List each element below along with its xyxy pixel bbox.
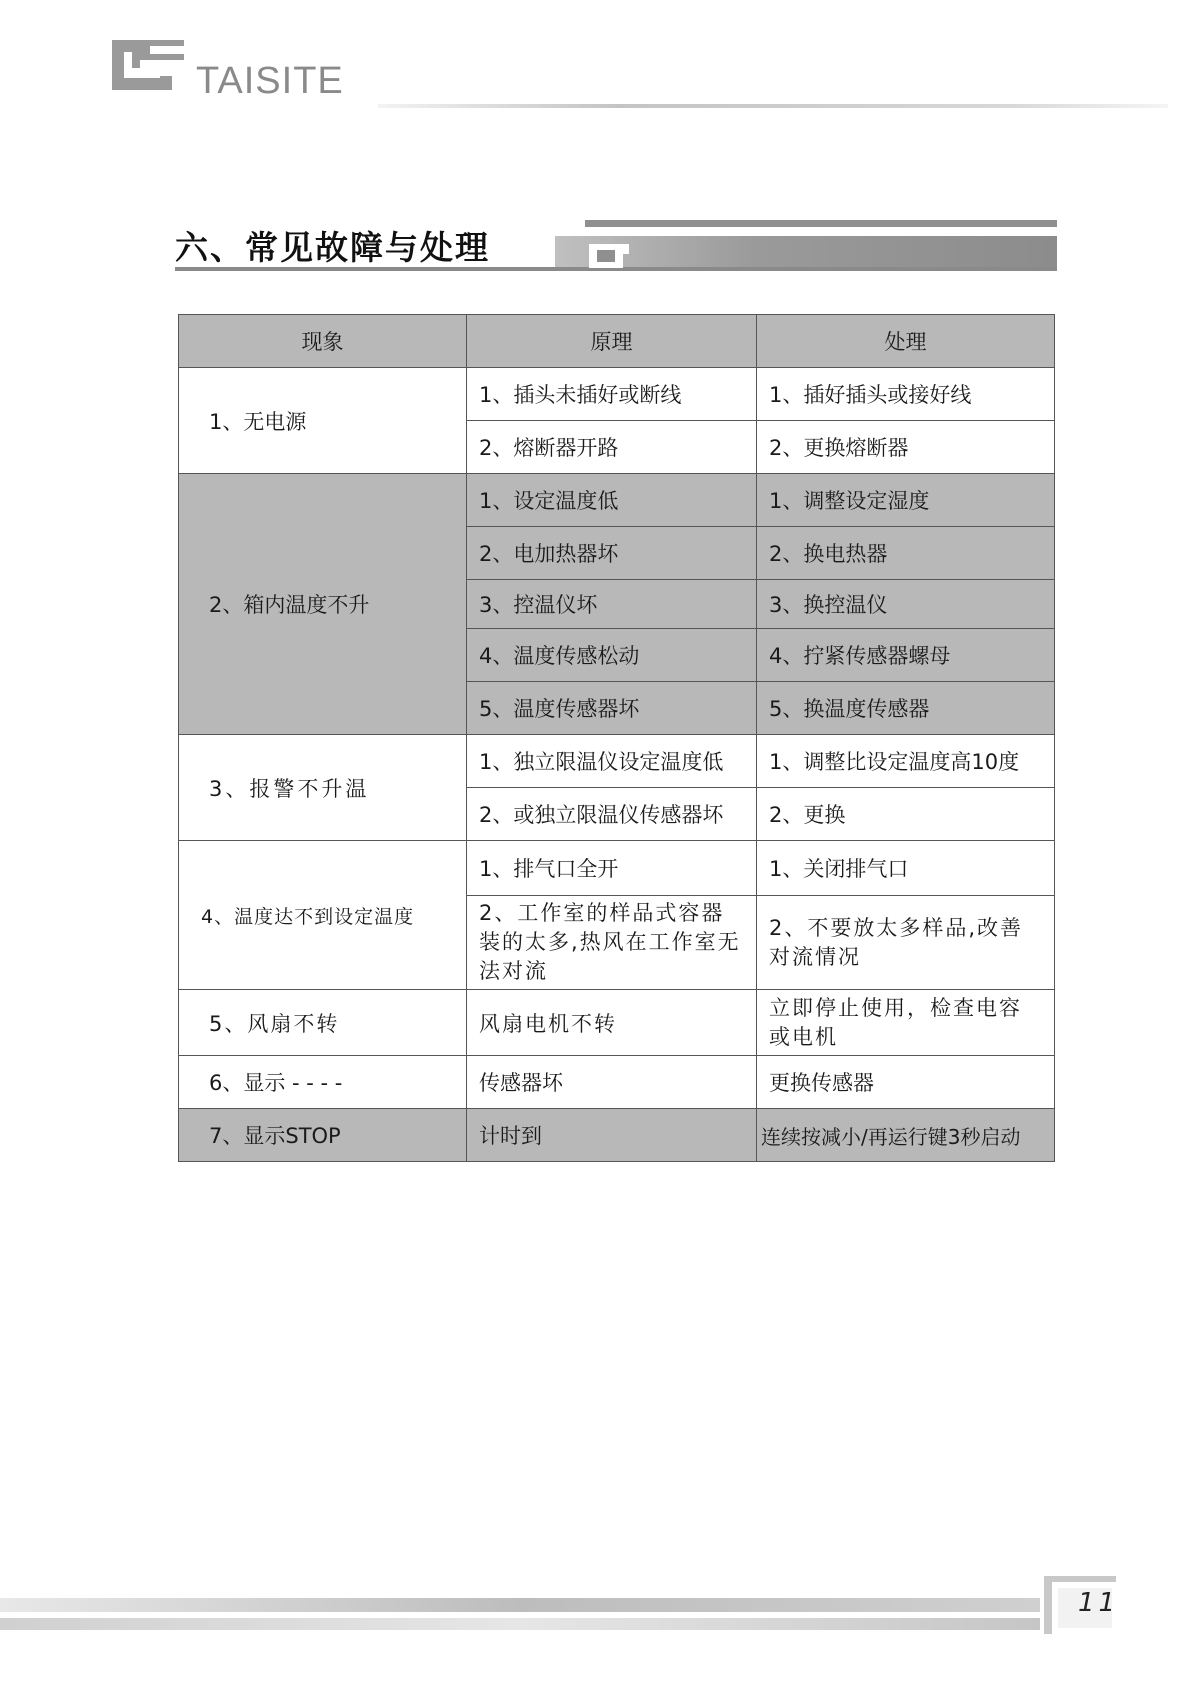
cause-cell: 3、控温仪坏: [467, 580, 757, 629]
header-fix: 处理: [757, 315, 1055, 368]
cause-cell: 2、或独立限温仪传感器坏: [467, 788, 757, 841]
fix-cell: 1、关闭排气口: [757, 841, 1055, 896]
table-row: [179, 841, 1055, 896]
fix-cell: 1、调整设定湿度: [757, 474, 1055, 527]
banner-top-band: [585, 220, 1057, 227]
fix-cell: 更换传感器: [757, 1056, 1055, 1109]
fix-cell: 2、换电热器: [757, 527, 1055, 580]
table-row: [179, 990, 1055, 1056]
cause-cell: 1、排气口全开: [467, 841, 757, 896]
header-symptom: 现象: [179, 315, 467, 368]
fix-cell: 4、拧紧传感器螺母: [757, 629, 1055, 682]
taisite-logo-icon: [110, 32, 200, 102]
table-row: [179, 474, 1055, 527]
cause-cell: 风扇电机不转: [467, 990, 757, 1056]
fix-cell: 立即停止使用，检查电容或电机: [757, 990, 1055, 1056]
cause-cell: 2、电加热器坏: [467, 527, 757, 580]
symptom-cell: 1、无电源: [179, 368, 467, 474]
section-title: 六、常见故障与处理: [175, 228, 490, 267]
section-banner: [175, 220, 1057, 272]
table-row: [179, 1056, 1055, 1109]
table-row: [179, 368, 1055, 421]
cause-cell: 2、工作室的样品式容器装的太多,热风在工作室无法对流: [467, 896, 757, 990]
fix-cell: 连续按减小/再运行键3秒启动: [757, 1109, 1055, 1162]
symptom-cell: 2、箱内温度不升: [179, 474, 467, 735]
symptom-cell: 7、显示STOP: [179, 1109, 467, 1162]
fix-cell: 2、更换: [757, 788, 1055, 841]
cause-cell: 传感器坏: [467, 1056, 757, 1109]
brand-logo: [110, 32, 344, 112]
fix-cell: 2、不要放太多样品,改善对流情况: [757, 896, 1055, 990]
cause-cell: 1、独立限温仪设定温度低: [467, 735, 757, 788]
footer-band-top: [0, 1598, 1040, 1612]
fix-cell: 2、更换熔断器: [757, 421, 1055, 474]
fault-table: [178, 314, 1055, 1162]
fix-cell: 3、换控温仪: [757, 580, 1055, 629]
cause-cell: 4、温度传感松动: [467, 629, 757, 682]
cause-cell: 5、温度传感器坏: [467, 682, 757, 735]
table-header-row: [179, 315, 1055, 368]
footer-band-bottom: [0, 1618, 1040, 1630]
cause-cell: 2、熔断器开路: [467, 421, 757, 474]
brand-name: TAISITE: [196, 60, 344, 102]
cause-cell: 1、插头未插好或断线: [467, 368, 757, 421]
symptom-cell: 5、风扇不转: [179, 990, 467, 1056]
symptom-cell: 4、温度达不到设定温度: [179, 841, 467, 990]
banner-logo-mark-icon: [585, 234, 633, 272]
fix-cell: 1、插好插头或接好线: [757, 368, 1055, 421]
cause-cell: 计时到: [467, 1109, 757, 1162]
table-row: [179, 1109, 1055, 1162]
symptom-cell: 3、报警不升温: [179, 735, 467, 841]
header-cause: 原理: [467, 315, 757, 368]
symptom-cell: 6、显示 - - - -: [179, 1056, 467, 1109]
header-rule: [378, 104, 1168, 108]
table-row: [179, 735, 1055, 788]
fix-cell: 1、调整比设定温度高10度: [757, 735, 1055, 788]
page-number: 11: [1078, 1588, 1120, 1618]
cause-cell: 1、设定温度低: [467, 474, 757, 527]
fix-cell: 5、换温度传感器: [757, 682, 1055, 735]
